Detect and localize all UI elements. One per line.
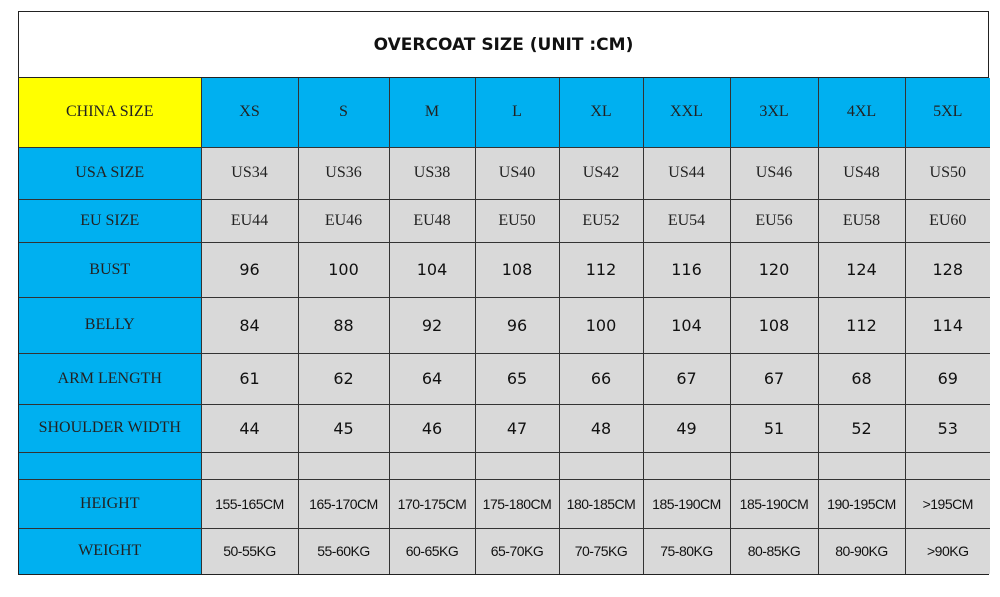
table-cell: 96 (475, 297, 559, 353)
table-cell: 114 (905, 297, 990, 353)
table-cell: 47 (475, 404, 559, 452)
table-cell: 104 (643, 297, 730, 353)
table-row (19, 147, 990, 199)
table-cell: EU46 (298, 199, 389, 242)
table-cell (905, 452, 990, 479)
table-cell: 49 (643, 404, 730, 452)
table-row (19, 479, 990, 528)
size-table (19, 78, 990, 574)
size-header: S (298, 78, 389, 147)
table-cell (389, 452, 475, 479)
size-header: L (475, 78, 559, 147)
table-cell: 185-190CM (730, 479, 818, 528)
table-cell: EU44 (201, 199, 298, 242)
table-cell: 128 (905, 242, 990, 297)
table-cell: 88 (298, 297, 389, 353)
table-cell: 116 (643, 242, 730, 297)
table-cell: 67 (730, 353, 818, 404)
size-header: XS (201, 78, 298, 147)
table-cell: >195CM (905, 479, 990, 528)
table-cell: US50 (905, 147, 990, 199)
table-cell: US44 (643, 147, 730, 199)
table-cell: 66 (559, 353, 643, 404)
table-cell (559, 452, 643, 479)
table-cell: 68 (818, 353, 905, 404)
table-cell: 80-85KG (730, 528, 818, 574)
size-header: 5XL (905, 78, 990, 147)
china-size-label: CHINA SIZE (19, 78, 201, 147)
table-cell: 46 (389, 404, 475, 452)
table-cell: 100 (298, 242, 389, 297)
table-cell: 170-175CM (389, 479, 475, 528)
table-cell: 60-65KG (389, 528, 475, 574)
row-label: SHOULDER WIDTH (19, 404, 201, 452)
table-cell: 108 (475, 242, 559, 297)
table-cell: 80-90KG (818, 528, 905, 574)
table-row (19, 242, 990, 297)
table-cell (298, 452, 389, 479)
table-cell: 69 (905, 353, 990, 404)
table-cell: EU52 (559, 199, 643, 242)
table-cell (475, 452, 559, 479)
table-cell: EU58 (818, 199, 905, 242)
table-row (19, 199, 990, 242)
table-cell: 61 (201, 353, 298, 404)
table-cell (643, 452, 730, 479)
table-cell: 84 (201, 297, 298, 353)
table-cell: US48 (818, 147, 905, 199)
row-label: BUST (19, 242, 201, 297)
table-cell: 67 (643, 353, 730, 404)
table-cell: 124 (818, 242, 905, 297)
table-cell: 190-195CM (818, 479, 905, 528)
table-cell: EU54 (643, 199, 730, 242)
table-cell: 185-190CM (643, 479, 730, 528)
size-header: 3XL (730, 78, 818, 147)
table-cell: EU56 (730, 199, 818, 242)
table-row (19, 353, 990, 404)
table-cell: 53 (905, 404, 990, 452)
table-cell: 120 (730, 242, 818, 297)
table-cell: 65 (475, 353, 559, 404)
row-label: ARM LENGTH (19, 353, 201, 404)
table-cell: 64 (389, 353, 475, 404)
size-header: XXL (643, 78, 730, 147)
table-cell: 175-180CM (475, 479, 559, 528)
table-cell: 52 (818, 404, 905, 452)
table-cell: 44 (201, 404, 298, 452)
table-cell (730, 452, 818, 479)
table-cell: 45 (298, 404, 389, 452)
size-header: M (389, 78, 475, 147)
row-label (19, 452, 201, 479)
table-cell: 62 (298, 353, 389, 404)
table-cell: EU50 (475, 199, 559, 242)
table-cell: 70-75KG (559, 528, 643, 574)
table-cell: US36 (298, 147, 389, 199)
table-cell: 180-185CM (559, 479, 643, 528)
table-cell: 112 (559, 242, 643, 297)
table-cell: 165-170CM (298, 479, 389, 528)
table-cell: US46 (730, 147, 818, 199)
table-cell: 75-80KG (643, 528, 730, 574)
table-cell: US42 (559, 147, 643, 199)
table-cell: 108 (730, 297, 818, 353)
size-chart (18, 11, 989, 575)
table-cell: 100 (559, 297, 643, 353)
row-label: EU SIZE (19, 199, 201, 242)
table-cell: 96 (201, 242, 298, 297)
table-cell: 112 (818, 297, 905, 353)
header-row (19, 78, 990, 147)
row-label: BELLY (19, 297, 201, 353)
size-header: 4XL (818, 78, 905, 147)
table-cell (818, 452, 905, 479)
table-cell: US38 (389, 147, 475, 199)
table-cell: 50-55KG (201, 528, 298, 574)
row-label: USA SIZE (19, 147, 201, 199)
table-cell: 48 (559, 404, 643, 452)
table-cell (201, 452, 298, 479)
chart-title: OVERCOAT SIZE (UNIT :CM) (19, 12, 988, 78)
table-cell: 55-60KG (298, 528, 389, 574)
table-row (19, 528, 990, 574)
table-row (19, 452, 990, 479)
table-cell: 104 (389, 242, 475, 297)
table-cell: 65-70KG (475, 528, 559, 574)
table-cell: EU48 (389, 199, 475, 242)
table-cell: 92 (389, 297, 475, 353)
table-cell: US40 (475, 147, 559, 199)
table-cell: 51 (730, 404, 818, 452)
size-header: XL (559, 78, 643, 147)
table-row (19, 404, 990, 452)
table-row (19, 297, 990, 353)
table-cell: 155-165CM (201, 479, 298, 528)
table-cell: >90KG (905, 528, 990, 574)
table-cell: US34 (201, 147, 298, 199)
row-label: WEIGHT (19, 528, 201, 574)
table-cell: EU60 (905, 199, 990, 242)
row-label: HEIGHT (19, 479, 201, 528)
